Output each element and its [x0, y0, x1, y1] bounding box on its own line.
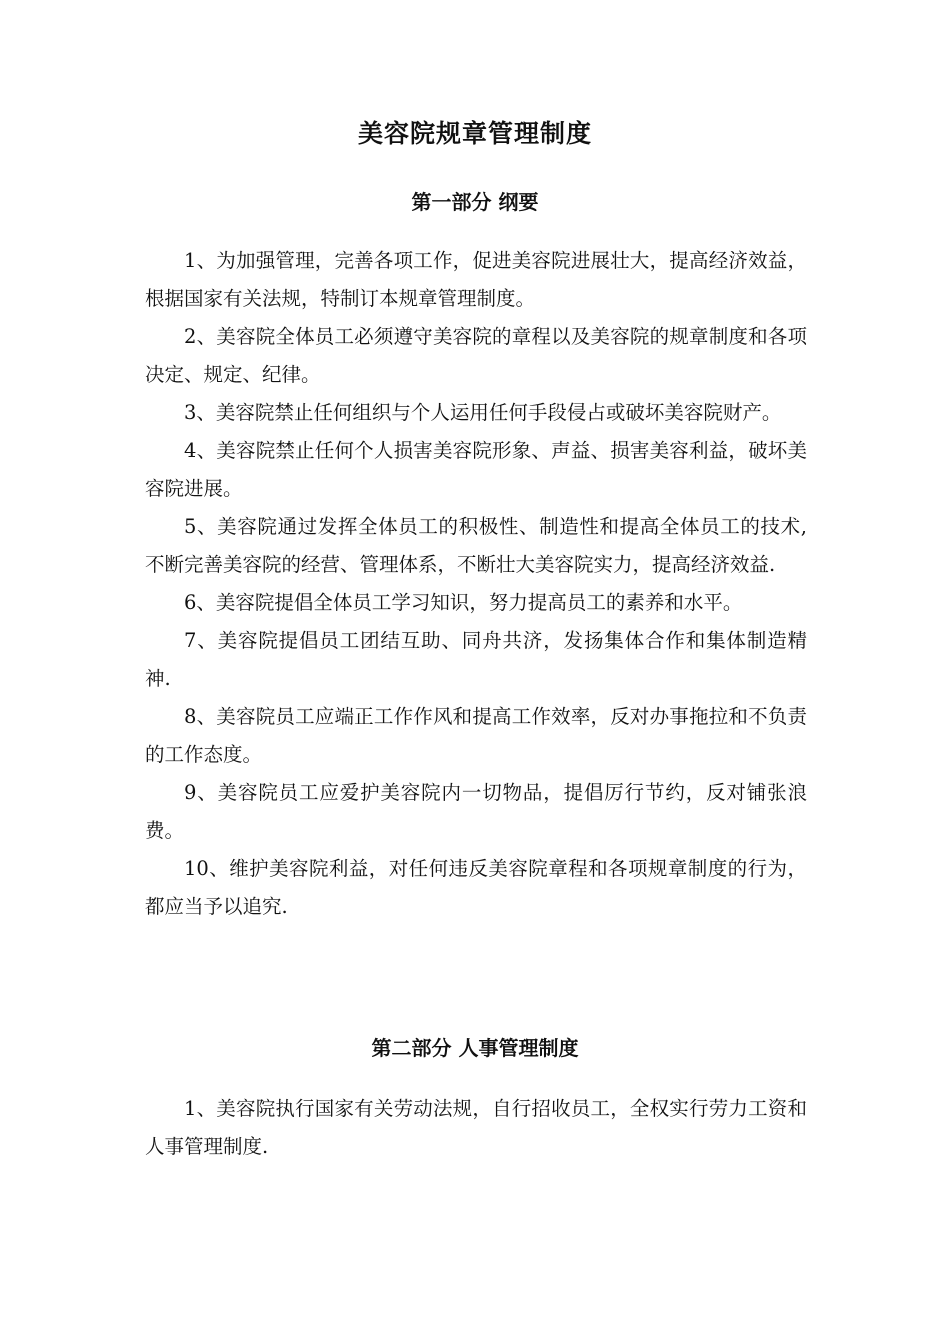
clause-paragraph: 1、为加强管理，完善各项工作，促进美容院进展壮大，提高经济效益，根据国家有关法规，特制订本规章管理制度。: [145, 249, 807, 310]
clause-paragraph: 1、美容院执行国家有关劳动法规，自行招收员工，全权实行劳力工资和人事管理制度.: [145, 1097, 807, 1158]
clause-paragraph: 4、美容院禁止任何个人损害美容院形象、声益、损害美容利益，破坏美容院进展。: [145, 439, 807, 500]
section-body-general-outline: [145, 242, 807, 926]
clause-paragraph: 2、美容院全体员工必须遵守美容院的章程以及美容院的规章制度和各项决定、规定、纪律。: [145, 325, 807, 386]
document-title: 美容院规章管理制度: [357, 119, 592, 148]
clause-paragraph: 6、美容院提倡全体员工学习知识，努力提高员工的素养和水平。: [184, 591, 743, 614]
section-heading-personnel-management: 第二部分 人事管理制度: [371, 1036, 579, 1060]
clause-paragraph: 9、美容院员工应爱护美容院内一切物品，提倡厉行节约，反对铺张浪费。: [145, 781, 807, 842]
clause-paragraph: 10、维护美容院利益，对任何违反美容院章程和各项规章制度的行为，都应当予以追究.: [145, 857, 807, 918]
section-body-personnel-management: [145, 1090, 807, 1166]
clause-paragraph: 5、美容院通过发挥全体员工的积极性、制造性和提高全体员工的技术,不断完善美容院的经营、管理体系，不断壮大美容院实力，提高经济效益.: [145, 515, 807, 576]
clause-paragraph: 7、美容院提倡员工团结互助、同舟共济，发扬集体合作和集体制造精神.: [145, 629, 807, 690]
section-heading-general-outline: 第一部分 纲要: [411, 190, 539, 214]
clause-paragraph: 8、美容院员工应端正工作作风和提高工作效率，反对办事拖拉和不负责的工作态度。: [145, 705, 807, 766]
clause-paragraph: 3、美容院禁止任何组织与个人运用任何手段侵占或破坏美容院财产。: [184, 401, 782, 424]
